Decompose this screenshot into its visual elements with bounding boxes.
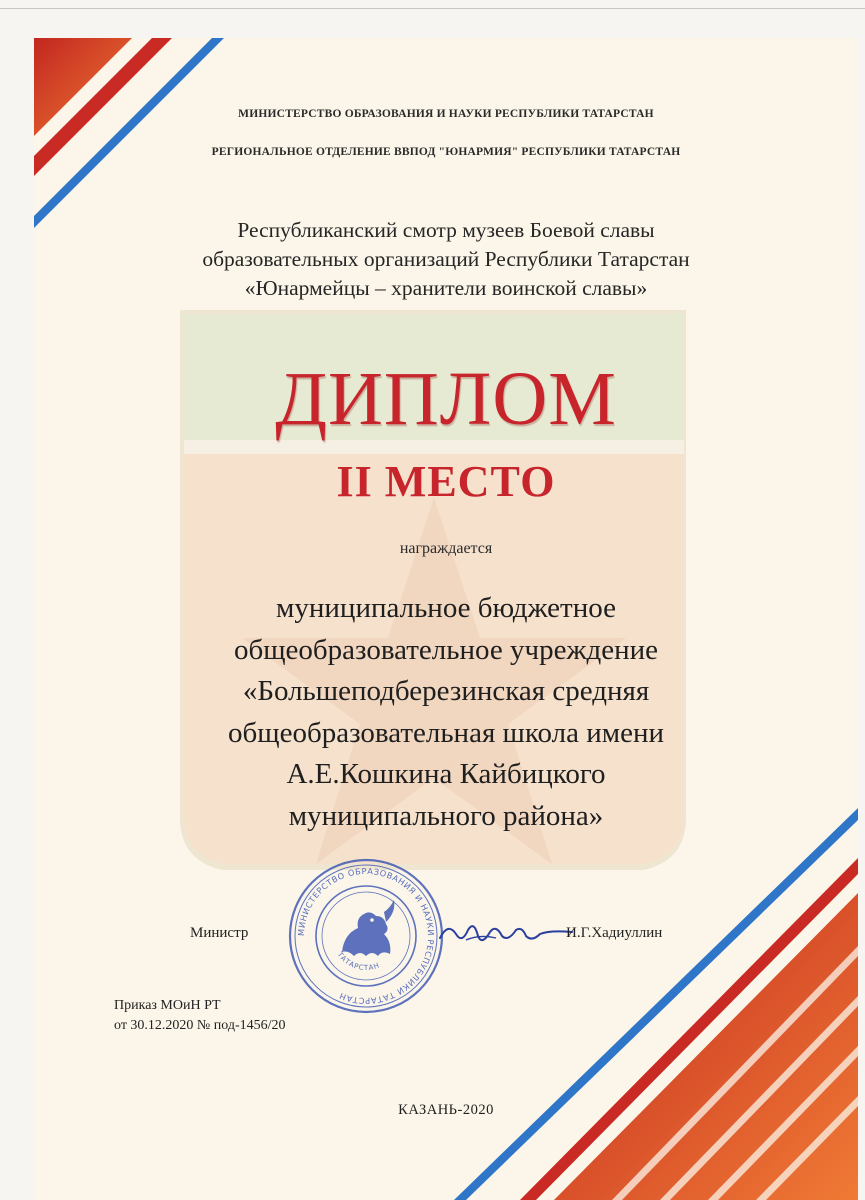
awarded-label: награждается bbox=[399, 540, 493, 557]
official-stamp bbox=[286, 856, 446, 1016]
contest-line: Республиканский смотр музеев Боевой славы bbox=[237, 218, 655, 242]
place-label: II МЕСТО bbox=[336, 457, 556, 506]
signatory-name: И.Г.Хадиуллин bbox=[566, 925, 663, 941]
diploma-title: ДИПЛОМ bbox=[275, 357, 617, 441]
contest-title bbox=[34, 216, 858, 303]
stamp-outer-text: МИНИСТЕРСТВО ОБРАЗОВАНИЯ И НАУКИ РЕСПУБЛИКИ ТАТАРСТАН bbox=[295, 865, 437, 1007]
recipient-line: муниципального района» bbox=[288, 799, 604, 832]
recipient-line: общеобразовательная школа имени bbox=[228, 716, 664, 749]
contest-line: образовательных организаций Республики Татарстан bbox=[202, 247, 690, 271]
top-left-stripes bbox=[34, 38, 224, 228]
recipient-line: А.Е.Кошкина Кайбицкого bbox=[286, 758, 606, 790]
signatory-position: Министр bbox=[190, 925, 249, 941]
contest-line: «Юнармейцы – хранители воинской славы» bbox=[244, 276, 648, 300]
ministry-name: МИНИСТЕРСТВО ОБРАЗОВАНИЯ И НАУКИ РЕСПУБЛИКИ ТАТАРСТАН bbox=[238, 108, 654, 120]
diploma-sheet bbox=[34, 38, 858, 1200]
snow-leopard-icon bbox=[342, 900, 394, 956]
city-year: КАЗАНЬ-2020 bbox=[398, 1102, 494, 1118]
recipient-line: муниципальное бюджетное bbox=[276, 592, 616, 624]
stamp-inner-text: ТАТАРСТАН bbox=[335, 950, 381, 973]
recipient-line: «Большеподберезинская средняя bbox=[242, 675, 650, 707]
order-reference bbox=[114, 996, 286, 1036]
order-line: от 30.12.2020 № под-1456/20 bbox=[114, 1018, 286, 1033]
scan-edge bbox=[0, 8, 865, 9]
regional-branch-name: РЕГИОНАЛЬНОЕ ОТДЕЛЕНИЕ ВВПОД "ЮНАРМИЯ" РЕСПУБЛИКИ ТАТАРСТАН bbox=[211, 146, 681, 158]
handwritten-signature bbox=[436, 916, 574, 950]
recipient-name bbox=[34, 588, 858, 837]
recipient-line: общеобразовательное учреждение bbox=[233, 633, 659, 666]
order-line: Приказ МОиН РТ bbox=[114, 998, 221, 1013]
